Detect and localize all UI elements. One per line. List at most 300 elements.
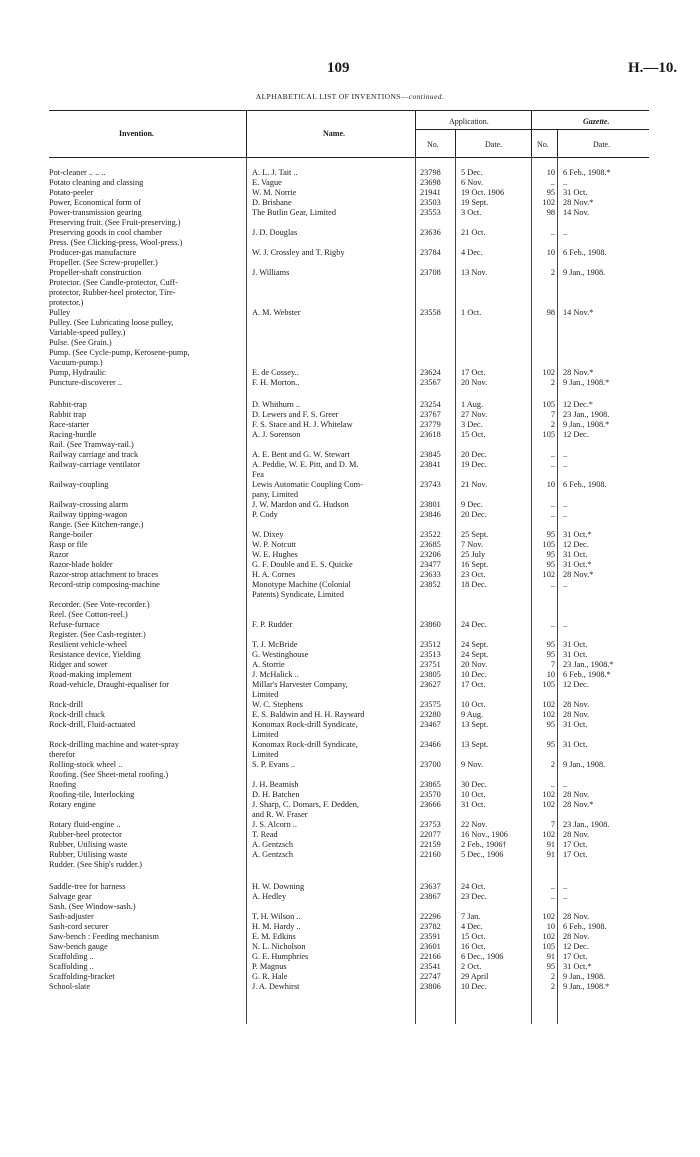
cell-app-no: 23601 [420, 942, 441, 951]
cell-app-no: 23798 [420, 168, 441, 177]
cell-app-no: 23698 [420, 178, 441, 187]
cell-invention: Saddle-tree for harness [49, 882, 126, 891]
table-row [49, 400, 649, 410]
table-row [49, 268, 649, 278]
cell-invention: Railway-crossing alarm [49, 500, 129, 509]
cell-gazette-no: 2 [550, 268, 555, 277]
table-row [49, 410, 649, 420]
cell-name: G. R. Hale [252, 972, 288, 981]
cell-invention: Pulse. (See Grain.) [49, 338, 112, 347]
cell-app-no: 23782 [420, 922, 441, 931]
cell-gazette-no: .. [550, 882, 555, 891]
cell-app-date: 23 Dec. [461, 892, 487, 901]
cell-app-date: 24 Sept. [461, 640, 489, 649]
cell-name: G. E. Humphries [252, 952, 309, 961]
cell-invention: Power-transmission gearing [49, 208, 142, 217]
cell-app-date: 4 Dec. [461, 248, 483, 257]
cell-app-date: 10 Oct. [461, 700, 486, 709]
cell-invention: Potato cleaning and classing [49, 178, 144, 187]
cell-app-no: 23865 [420, 780, 441, 789]
cell-gazette-date: 17 Oct. [563, 850, 588, 859]
cell-name: J. Williams [252, 268, 290, 277]
cell-app-date: 15 Oct. [461, 932, 486, 941]
cell-gazette-no: 102 [542, 830, 555, 839]
cell-invention: Razor-strop attachment to braces [49, 570, 159, 579]
cell-app-no: 23627 [420, 680, 441, 689]
cell-name: J. W. Mardon and G. Hudson [252, 500, 349, 509]
cell-gazette-no: 102 [542, 368, 555, 377]
cell-app-no: 23751 [420, 660, 441, 669]
cell-gazette-date: 28 Nov.* [563, 570, 594, 579]
cell-invention: Roofing-tile, Interlocking [49, 790, 135, 799]
cell-app-date: 1 Aug. [461, 400, 484, 409]
cell-app-date: 20 Dec. [461, 510, 487, 519]
cell-gazette-no: .. [550, 178, 555, 187]
cell-gazette-date: 28 Nov.* [563, 800, 594, 809]
cell-app-no: 23779 [420, 420, 441, 429]
cell-gazette-no: 2 [550, 420, 555, 429]
cell-gazette-date: 28 Nov. [563, 912, 590, 921]
cell-gazette-date: 6 Feb., 1908.* [563, 168, 611, 177]
cell-app-no: 23805 [420, 670, 441, 679]
cell-invention: Rabbit-trap [49, 400, 87, 409]
cell-invention: Producer-gas manufacture [49, 248, 137, 257]
cell-gazette-no: 95 [546, 188, 555, 197]
table-row [49, 750, 649, 760]
cell-gazette-no: 95 [546, 740, 555, 749]
cell-app-date: 24 Dec. [461, 620, 487, 629]
cell-gazette-date: 23 Jan., 1908. [563, 410, 610, 419]
cell-gazette-date: 28 Nov.* [563, 198, 594, 207]
cell-invention: Pulley. (See Lubricating loose pulley, [49, 318, 174, 327]
cell-app-date: 21 Oct. [461, 228, 486, 237]
cell-app-no: 23512 [420, 640, 441, 649]
table-row [49, 490, 649, 500]
cell-invention: Rock-drilling machine and water-spray [49, 740, 180, 749]
cell-gazette-date: 31 Oct. [563, 720, 588, 729]
cell-gazette-no: 91 [546, 840, 555, 849]
cell-app-date: 18 Dec. [461, 580, 487, 589]
cell-invention: Roofing. (See Sheet-metal roofing.) [49, 770, 169, 779]
cell-invention: Ridger and sower [49, 660, 108, 669]
table-row [49, 308, 649, 318]
cell-invention: Railway carriage and track [49, 450, 139, 459]
page-number: 109 [327, 60, 350, 76]
table-row [49, 460, 649, 470]
title-continued: continued. [408, 92, 445, 101]
cell-gazette-no: .. [550, 620, 555, 629]
cell-gazette-no: 105 [542, 430, 555, 439]
cell-invention: Railway tipping-wagon [49, 510, 128, 519]
cell-gazette-date: 6 Feb., 1908. [563, 248, 607, 257]
cell-name: Limited [252, 730, 279, 739]
cell-invention: Rotary fluid-engine .. [49, 820, 121, 829]
cell-name: F. S. Stace and H. J. Whitelaw [252, 420, 353, 429]
cell-name: Limited [252, 690, 279, 699]
cell-gazette-date: 28 Nov.* [563, 368, 594, 377]
inventions-table [49, 156, 649, 1156]
cell-name: pany, Limited [252, 490, 299, 499]
cell-invention: Preserving goods in cool chamber [49, 228, 162, 237]
cell-app-date: 7 Nov. [461, 540, 484, 549]
cell-gazette-no: 91 [546, 850, 555, 859]
table-row [49, 700, 649, 710]
cell-gazette-date: 12 Dec.* [563, 400, 593, 409]
cell-app-date: 2 Oct. [461, 962, 482, 971]
cell-gazette-no: 102 [542, 710, 555, 719]
cell-name: N. L. Nicholson [252, 942, 306, 951]
table-row [49, 720, 649, 730]
table-row [49, 540, 649, 550]
header-application: Application. [449, 117, 489, 126]
table-row [49, 328, 649, 338]
cell-invention: Rabbit trap [49, 410, 87, 419]
cell-gazette-date: 28 Nov. [563, 932, 590, 941]
cell-gazette-date: 31 Oct.* [563, 560, 592, 569]
table-row [49, 208, 649, 218]
table-row [49, 962, 649, 972]
cell-gazette-no: 105 [542, 942, 555, 951]
cell-gazette-no: .. [550, 500, 555, 509]
cell-name: F. H. Morton.. [252, 378, 300, 387]
cell-app-no: 23637 [420, 882, 441, 891]
table-row [49, 520, 649, 530]
cell-name: A. J. Sorenson [252, 430, 301, 439]
table-row [49, 932, 649, 942]
cell-gazette-date: 9 Jan., 1908.* [563, 378, 610, 387]
cell-app-no: 21941 [420, 188, 441, 197]
table-row [49, 168, 649, 178]
table-row [49, 258, 649, 268]
cell-gazette-date: 28 Nov. [563, 700, 590, 709]
cell-app-date: 20 Dec. [461, 450, 487, 459]
cell-app-date: 13 Sept. [461, 720, 489, 729]
table-row [49, 840, 649, 850]
cell-invention: Protector. (See Candle-protector, Cuff- [49, 278, 178, 287]
cell-invention: Pump. (See Cycle-pump, Kerosene-pump, [49, 348, 190, 357]
cell-name: The Butlin Gear, Limited [252, 208, 336, 217]
cell-app-date: 19 Dec. [461, 460, 487, 469]
cell-gazette-no: 102 [542, 700, 555, 709]
cell-invention: Propeller. (See Screw-propeller.) [49, 258, 158, 267]
cell-gazette-date: 28 Nov. [563, 790, 590, 799]
cell-gazette-date: 31 Oct. [563, 740, 588, 749]
cell-gazette-date: 12 Dec. [563, 942, 589, 951]
table-row [49, 660, 649, 670]
cell-app-date: 25 Sept. [461, 530, 489, 539]
cell-gazette-no: 102 [542, 912, 555, 921]
cell-gazette-no: .. [550, 450, 555, 459]
cell-app-date: 3 Dec. [461, 420, 483, 429]
cell-app-date: 13 Nov. [461, 268, 488, 277]
cell-app-no: 23860 [420, 620, 441, 629]
cell-name: W. P. Notcutt [252, 540, 296, 549]
table-row [49, 820, 649, 830]
cell-name: D. H. Batchen [252, 790, 300, 799]
cell-gazette-date: 14 Nov. [563, 208, 590, 217]
table-row [49, 500, 649, 510]
cell-name: Limited [252, 750, 279, 759]
table-row [49, 238, 649, 248]
table-row [49, 982, 649, 992]
cell-gazette-date: 9 Jan., 1908. [563, 268, 606, 277]
cell-invention: Resistance device, Yielding [49, 650, 141, 659]
cell-app-date: 10 Oct. [461, 790, 486, 799]
cell-name: F. P. Rudder [252, 620, 293, 629]
cell-gazette-date: 17 Oct. [563, 952, 588, 961]
cell-gazette-no: 102 [542, 932, 555, 941]
cell-app-no: 23784 [420, 248, 441, 257]
cell-gazette-no: 10 [546, 670, 555, 679]
cell-app-no: 23767 [420, 410, 441, 419]
cell-invention: Rail. (See Tramway-rail.) [49, 440, 134, 449]
cell-name: D. Brisbane [252, 198, 292, 207]
cell-invention: Road-vehicle, Draught-equaliser for [49, 680, 170, 689]
cell-app-no: 22077 [420, 830, 441, 839]
table-row [49, 690, 649, 700]
cell-gazette-no: 95 [546, 720, 555, 729]
cell-app-no: 23636 [420, 228, 441, 237]
table-row [49, 430, 649, 440]
cell-app-date: 20 Nov. [461, 660, 488, 669]
cell-app-date: 13 Sept. [461, 740, 489, 749]
header-divider [246, 111, 247, 157]
cell-app-no: 23553 [420, 208, 441, 217]
cell-gazette-date: .. [563, 500, 568, 509]
cell-name: J. McHalick .. [252, 670, 299, 679]
cell-app-no: 22296 [420, 912, 441, 921]
cell-app-date: 20 Nov. [461, 378, 488, 387]
cell-app-date: 29 April [461, 972, 489, 981]
cell-invention: protector.) [49, 298, 84, 307]
cell-invention: Sash. (See Window-sash.) [49, 902, 136, 911]
cell-gazette-date: 28 Nov. [563, 830, 590, 839]
cell-invention: Press. (See Clicking-press, Wool-press.) [49, 238, 183, 247]
cell-app-date: 5 Dec. [461, 168, 483, 177]
cell-app-no: 23633 [420, 570, 441, 579]
cell-app-no: 23541 [420, 962, 441, 971]
cell-invention: Pump, Hydraulic [49, 368, 106, 377]
cell-gazette-no: 2 [550, 378, 555, 387]
table-row [49, 348, 649, 358]
cell-invention: Power, Economical form of [49, 198, 141, 207]
cell-name: P. Cody [252, 510, 278, 519]
title-text: ALPHABETICAL LIST OF INVENTIONS— [255, 92, 409, 101]
cell-invention: Railway-coupling [49, 480, 109, 489]
cell-gazette-date: 31 Oct.* [563, 530, 592, 539]
table-row [49, 298, 649, 308]
cell-gazette-no: 10 [546, 922, 555, 931]
table-row [49, 228, 649, 238]
cell-invention: Roofing [49, 780, 77, 789]
cell-invention: Rudder. (See Ship's rudder.) [49, 860, 142, 869]
table-row [49, 368, 649, 378]
table-row [49, 288, 649, 298]
cell-gazette-date: 9 Jan., 1908. [563, 760, 606, 769]
table-row [49, 178, 649, 188]
cell-app-date: 31 Oct. [461, 800, 486, 809]
cell-app-no: 23801 [420, 500, 441, 509]
cell-name: G. F. Double and E. S. Quicke [252, 560, 353, 569]
cell-name: E. M. Edkins [252, 932, 296, 941]
cell-gazette-date: 9 Jan., 1908. [563, 972, 606, 981]
cell-name: T. Read [252, 830, 278, 839]
cell-gazette-no: 105 [542, 400, 555, 409]
table-row [49, 670, 649, 680]
cell-app-no: 22166 [420, 952, 441, 961]
cell-invention: School-slate [49, 982, 91, 991]
table-row [49, 882, 649, 892]
table-row [49, 902, 649, 912]
table-row [49, 770, 649, 780]
cell-gazette-no: .. [550, 228, 555, 237]
cell-gazette-no: .. [550, 580, 555, 589]
cell-invention: Sash-adjuster [49, 912, 94, 921]
table-row [49, 730, 649, 740]
cell-gazette-date: 9 Jan., 1908.* [563, 420, 610, 429]
table-row [49, 892, 649, 902]
header-divider [557, 129, 558, 157]
cell-gazette-date: 31 Oct. [563, 640, 588, 649]
cell-app-no: 23685 [420, 540, 441, 549]
cell-app-no: 23845 [420, 450, 441, 459]
table-row [49, 610, 649, 620]
cell-gazette-date: 6 Feb., 1908. [563, 480, 607, 489]
table-row [49, 850, 649, 860]
cell-invention: Railway-carriage ventilator [49, 460, 140, 469]
cell-invention: Rotary engine [49, 800, 96, 809]
table-row [49, 680, 649, 690]
cell-invention: Variable-speed pulley.) [49, 328, 126, 337]
table-row [49, 710, 649, 720]
cell-gazette-no: 102 [542, 790, 555, 799]
cell-gazette-no: 7 [550, 410, 555, 419]
cell-app-no: 23254 [420, 400, 441, 409]
cell-gazette-no: 102 [542, 198, 555, 207]
cell-gazette-date: .. [563, 510, 568, 519]
cell-app-no: 23575 [420, 700, 441, 709]
cell-app-no: 23466 [420, 740, 441, 749]
cell-gazette-date: 31 Oct. [563, 650, 588, 659]
cell-gazette-date: .. [563, 460, 568, 469]
cell-invention: Rock-drill [49, 700, 84, 709]
cell-app-no: 23522 [420, 530, 441, 539]
cell-invention: Pot-cleaner .. .. .. [49, 168, 106, 177]
cell-app-no: 23206 [420, 550, 441, 559]
cell-name: W. Dixey [252, 530, 284, 539]
cell-app-no: 23567 [420, 378, 441, 387]
header-divider [455, 129, 456, 157]
header-divider [415, 111, 416, 157]
cell-app-date: 24 Sept. [461, 650, 489, 659]
cell-gazette-date: .. [563, 882, 568, 891]
cell-app-no: 22747 [420, 972, 441, 981]
cell-gazette-no: 10 [546, 248, 555, 257]
table-row [49, 318, 649, 328]
cell-name: W. M. Norrie [252, 188, 297, 197]
cell-gazette-date: 31 Oct. [563, 550, 588, 559]
cell-app-date: 15 Oct. [461, 430, 486, 439]
cell-gazette-date: 31 Oct.* [563, 962, 592, 971]
cell-app-date: 9 Dec. [461, 500, 483, 509]
cell-invention: Razor-blade holder [49, 560, 113, 569]
cell-invention: therefor [49, 750, 76, 759]
cell-app-date: 1 Oct. [461, 308, 482, 317]
cell-name: S. P. Evans .. [252, 760, 296, 769]
header-divider [531, 111, 532, 157]
cell-name: J. Sharp, C. Domars, F. Dedden, [252, 800, 359, 809]
table-row [49, 830, 649, 840]
cell-name: A. M. Webster [252, 308, 301, 317]
cell-invention: Razor [49, 550, 69, 559]
cell-gazette-date: 12 Dec. [563, 680, 589, 689]
table-row [49, 580, 649, 590]
table-row [49, 650, 649, 660]
header-name: Name. [323, 129, 345, 138]
cell-gazette-date: .. [563, 580, 568, 589]
table-header [49, 110, 649, 158]
cell-invention: Resilient vehicle-wheel [49, 640, 128, 649]
cell-gazette-no: 7 [550, 660, 555, 669]
cell-invention: Range-boiler [49, 530, 93, 539]
cell-gazette-date: 9 Jan., 1908.* [563, 982, 610, 991]
cell-name: T. J. McBride [252, 640, 298, 649]
cell-app-no: 23700 [420, 760, 441, 769]
cell-invention: Register. (See Cash-register.) [49, 630, 146, 639]
table-row [49, 922, 649, 932]
cell-name: W. C. Stephens [252, 700, 303, 709]
cell-app-no: 23852 [420, 580, 441, 589]
header-gazette: Gazette. [583, 117, 610, 126]
table-row [49, 378, 649, 388]
cell-gazette-date: .. [563, 892, 568, 901]
cell-app-no: 23570 [420, 790, 441, 799]
cell-app-date: 10 Dec. [461, 670, 487, 679]
cell-gazette-no: 95 [546, 962, 555, 971]
cell-name: G. Westinghouse [252, 650, 309, 659]
cell-name: A. Gentzsch [252, 850, 294, 859]
cell-gazette-no: 95 [546, 640, 555, 649]
cell-invention: Salvage gear [49, 892, 92, 901]
table-row [49, 810, 649, 820]
table-row [49, 338, 649, 348]
cell-gazette-date: 12 Dec. [563, 540, 589, 549]
cell-invention: Record-strip composing-machine [49, 580, 160, 589]
cell-gazette-no: 95 [546, 560, 555, 569]
cell-invention: Racing-hurdle [49, 430, 97, 439]
table-row [49, 600, 649, 610]
cell-invention: Saw-bench : Feeding mechanism [49, 932, 159, 941]
cell-app-date: 2 Feb., 1906† [461, 840, 507, 849]
table-row [49, 760, 649, 770]
cell-name: and R. W. Fraser [252, 810, 308, 819]
cell-app-no: 23708 [420, 268, 441, 277]
header-app-date: Date. [485, 140, 503, 149]
cell-invention: Pulley [49, 308, 71, 317]
table-row [49, 198, 649, 208]
table-row [49, 450, 649, 460]
table-row [49, 620, 649, 630]
cell-app-no: 23624 [420, 368, 441, 377]
cell-gazette-no: 95 [546, 550, 555, 559]
table-row [49, 248, 649, 258]
cell-invention: Rasp or file [49, 540, 88, 549]
cell-name: Millar's Harvester Company, [252, 680, 348, 689]
cell-invention: Preserving fruit. (See Fruit-preserving.) [49, 218, 181, 227]
cell-name: E. de Cossey.. [252, 368, 299, 377]
cell-gazette-no: 98 [546, 208, 555, 217]
table-row [49, 188, 649, 198]
